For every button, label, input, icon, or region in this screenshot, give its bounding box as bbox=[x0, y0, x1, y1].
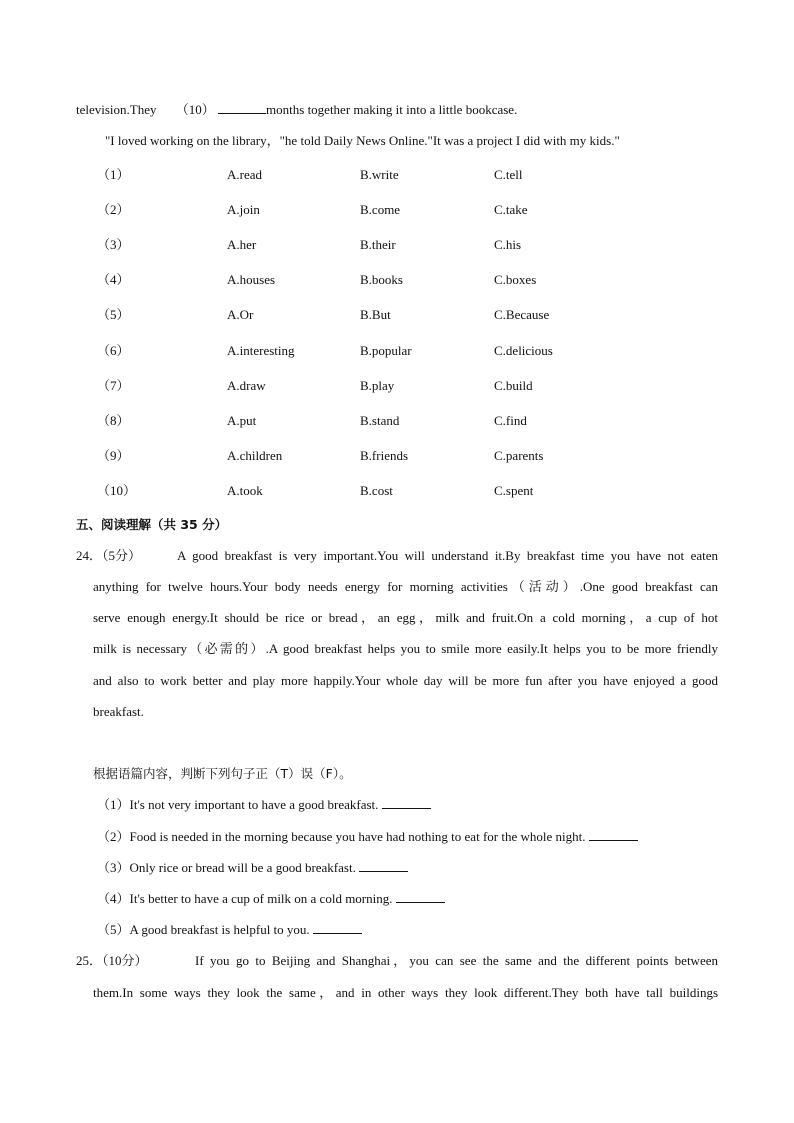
q24-header bbox=[76, 548, 141, 564]
answer-blank[interactable] bbox=[396, 891, 445, 903]
tf-item bbox=[97, 922, 362, 938]
option-row bbox=[0, 448, 794, 464]
tf-item bbox=[97, 891, 445, 907]
option-a[interactable]: A.draw bbox=[227, 378, 266, 393]
option-number: （9） bbox=[97, 448, 130, 463]
option-row bbox=[0, 378, 794, 394]
option-row bbox=[0, 167, 794, 183]
option-b[interactable]: B.But bbox=[360, 307, 391, 322]
option-a[interactable]: A.took bbox=[227, 483, 263, 498]
section-heading: 五、阅读理解（共 35 分） bbox=[76, 517, 228, 532]
option-c[interactable]: C.tell bbox=[494, 167, 523, 182]
intro-text-b: months together making it into a little bookcase. bbox=[266, 102, 518, 117]
option-c[interactable]: C.boxes bbox=[494, 272, 537, 287]
answer-blank[interactable] bbox=[313, 922, 362, 934]
option-a[interactable]: A.houses bbox=[227, 272, 276, 287]
option-number: （10） bbox=[97, 483, 137, 498]
q24-instruction: 根据语篇内容，判断下列句子正（T）误（F）。 bbox=[93, 766, 352, 781]
tf-item bbox=[97, 860, 408, 876]
q25-line-2: them.In some ways they look the same，and in other ways they look different.They both have tall buildings bbox=[93, 985, 718, 1000]
question-score: （10分） bbox=[102, 953, 148, 968]
tf-item bbox=[97, 797, 431, 813]
tf-item-text: （5）A good breakfast is helpful to you. bbox=[97, 922, 310, 937]
option-a[interactable]: A.join bbox=[227, 202, 260, 217]
intro-line-1 bbox=[76, 102, 517, 118]
option-row bbox=[0, 202, 794, 218]
option-c[interactable]: C.Because bbox=[494, 307, 550, 322]
option-c[interactable]: C.take bbox=[494, 202, 528, 217]
question-number: 24． bbox=[76, 548, 103, 563]
option-number: （2） bbox=[97, 202, 130, 217]
q25-header bbox=[76, 953, 148, 969]
option-row bbox=[0, 272, 794, 288]
option-c[interactable]: C.parents bbox=[494, 448, 544, 463]
q24-line-1: A good breakfast is very important.You will understand it.By breakfast time you have not eaten bbox=[177, 548, 718, 563]
answer-blank[interactable] bbox=[589, 829, 638, 841]
option-row bbox=[0, 413, 794, 429]
option-c[interactable]: C.his bbox=[494, 237, 522, 252]
tf-item bbox=[97, 829, 638, 845]
option-c[interactable]: C.build bbox=[494, 378, 533, 393]
option-a[interactable]: A.put bbox=[227, 413, 257, 428]
option-b[interactable]: B.come bbox=[360, 202, 401, 217]
q24-line-3: serve enough energy.It should be rice or bread，an egg，milk and fruit.On a cold morning，a cup of hot bbox=[93, 610, 718, 625]
tf-item-text: （1）It's not very important to have a good breakfast. bbox=[97, 797, 379, 812]
option-number: （6） bbox=[97, 343, 130, 358]
answer-blank[interactable] bbox=[382, 797, 431, 809]
answer-blank[interactable] bbox=[359, 860, 408, 872]
option-row bbox=[0, 483, 794, 499]
option-b[interactable]: B.stand bbox=[360, 413, 400, 428]
option-b[interactable]: B.popular bbox=[360, 343, 412, 358]
option-b[interactable]: B.cost bbox=[360, 483, 393, 498]
option-number: （8） bbox=[97, 413, 130, 428]
option-a[interactable]: A.children bbox=[227, 448, 283, 463]
intro-text-a: television.They bbox=[76, 102, 157, 117]
option-b[interactable]: B.their bbox=[360, 237, 396, 252]
option-b[interactable]: B.write bbox=[360, 167, 399, 182]
q24-line-6: breakfast. bbox=[93, 704, 144, 719]
option-b[interactable]: B.books bbox=[360, 272, 403, 287]
q25-line-1: If you go to Beijing and Shanghai，you can see the same and the different points between bbox=[195, 953, 718, 968]
question-score: （5分） bbox=[102, 548, 142, 563]
question-number: 25． bbox=[76, 953, 103, 968]
option-a[interactable]: A.read bbox=[227, 167, 263, 182]
option-a[interactable]: A.interesting bbox=[227, 343, 295, 358]
tf-item-text: （4）It's better to have a cup of milk on a cold morning. bbox=[97, 891, 393, 906]
option-c[interactable]: C.find bbox=[494, 413, 527, 428]
option-c[interactable]: C.spent bbox=[494, 483, 534, 498]
q24-line-5: and also to work better and play more happily.Your whole day will be more fun after you have enjoyed a good bbox=[93, 673, 718, 688]
option-b[interactable]: B.friends bbox=[360, 448, 409, 463]
option-row bbox=[0, 237, 794, 253]
tf-item-text: （3）Only rice or bread will be a good breakfast. bbox=[97, 860, 356, 875]
option-b[interactable]: B.play bbox=[360, 378, 395, 393]
q24-line-4: milk is necessary（必需的）.A good breakfast helps you to smile more easily.It helps you to be more friendly bbox=[93, 641, 718, 656]
option-row bbox=[0, 343, 794, 359]
answer-blank[interactable] bbox=[218, 102, 266, 114]
tf-item-text: （2）Food is needed in the morning because you have had nothing to eat for the whole night. bbox=[97, 829, 586, 844]
blank-number: （10） bbox=[175, 102, 215, 117]
intro-quote: "I loved working on the library，"he told Daily News Online."It was a project I did with my kids." bbox=[105, 133, 620, 148]
option-number: （1） bbox=[97, 167, 130, 182]
option-number: （4） bbox=[97, 272, 130, 287]
option-c[interactable]: C.delicious bbox=[494, 343, 553, 358]
option-a[interactable]: A.Or bbox=[227, 307, 254, 322]
option-number: （7） bbox=[97, 378, 130, 393]
option-number: （5） bbox=[97, 307, 130, 322]
option-row bbox=[0, 307, 794, 323]
option-number: （3） bbox=[97, 237, 130, 252]
q24-line-2: anything for twelve hours.Your body needs energy for morning activities（活动）.One good breakfast can bbox=[93, 579, 718, 594]
option-a[interactable]: A.her bbox=[227, 237, 257, 252]
